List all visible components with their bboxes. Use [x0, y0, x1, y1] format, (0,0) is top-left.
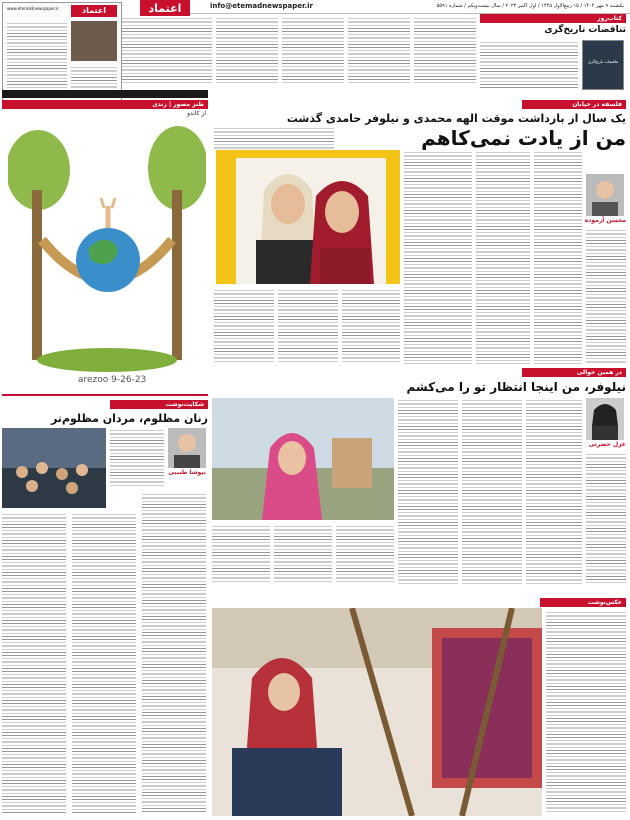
photo-essay-section: عکس‌نوشت	[540, 598, 626, 607]
bookshelf-title: تناقضات تاریخ‌گری	[544, 25, 626, 35]
main-text-col-1	[404, 150, 472, 364]
bookshelf-text	[480, 40, 578, 88]
cartoon-section: طنز مصور | زندی	[2, 100, 208, 109]
cartoon-illustration	[8, 120, 206, 390]
second-text-col-4	[586, 452, 626, 584]
third-text-col-3	[142, 492, 206, 814]
book-cover	[582, 40, 624, 90]
main-intro-text	[214, 126, 334, 150]
thumbnail-logo: اعتماد	[71, 5, 117, 17]
issue-line: یکشنبه ۹ مهر ۱۴۰۲ / ۱۵ ربیع‌الاول ۱۴۴۵ / اول اکتبر ۲۰۲۳ / سال بیست‌ویکم / شماره ۵۵۹۱	[436, 3, 624, 9]
second-author: غزل حضرتی	[588, 441, 626, 448]
intro-col-2	[282, 16, 344, 84]
intro-col-4	[414, 16, 476, 84]
thumbnail-site: www.etemadnewspaper.ir	[7, 6, 59, 11]
main-text-col-4	[586, 228, 626, 364]
intro-col-3	[348, 16, 410, 84]
third-author: نیوشا طبیبی	[168, 469, 206, 476]
logo: اعتماد	[140, 0, 190, 18]
main-section: فلسفه در خیابان	[522, 100, 626, 109]
cartoon-signature: arezoo 9-26-23	[78, 375, 147, 385]
credits-box	[122, 16, 212, 84]
second-photo	[212, 398, 394, 520]
main-lower-col-1	[214, 288, 274, 364]
photo-essay-image	[212, 608, 542, 816]
main-text-col-2	[476, 150, 530, 364]
email-text: info@etemadnewspaper.ir	[210, 2, 313, 10]
author-photo	[586, 174, 624, 216]
main-lower-col-2	[278, 288, 338, 364]
second-lower-col-3	[336, 524, 394, 584]
main-author: محسن آزموده	[584, 217, 626, 224]
thumbnail-text	[7, 21, 67, 99]
book-cover-title: تناقضات تاریخ‌گری	[587, 59, 619, 64]
third-headline: زنان مظلوم، مردان مظلوم‌تر	[50, 412, 208, 425]
second-text-col-2	[462, 398, 522, 584]
second-lower-col-1	[212, 524, 270, 584]
main-headline: من از یادت نمی‌کاهم	[421, 126, 626, 150]
third-section: شکایت‌نوشت	[110, 400, 208, 409]
masthead	[140, 0, 630, 14]
main-kicker: یک سال از بازداشت موقت الهه محمدی و نیلوفر حامدی گذشت	[286, 112, 626, 125]
third-author-photo	[168, 428, 206, 468]
cartoon-caption: از کاندو	[187, 110, 206, 117]
second-lower-col-2	[274, 524, 332, 584]
third-text-col-2	[72, 512, 136, 814]
front-page-thumbnail	[2, 2, 122, 104]
dark-strip	[2, 90, 208, 98]
hammock-globe-icon	[8, 120, 206, 390]
main-photo	[216, 150, 400, 284]
third-intro-text	[110, 428, 164, 488]
third-divider	[2, 394, 208, 396]
second-headline: نیلوفر، من اینجا انتظار تو را می‌کشم	[406, 380, 626, 394]
third-photo	[2, 428, 106, 508]
second-text-col-3	[526, 398, 582, 584]
second-text-col-1	[398, 398, 458, 584]
second-author-photo	[586, 398, 624, 440]
bookshelf-section: کتاب‌روز	[480, 14, 626, 23]
second-section: در همین حوالی	[522, 368, 626, 377]
intro-col-1	[216, 16, 278, 84]
thumbnail-photo	[71, 21, 117, 61]
main-lower-col-3	[342, 288, 400, 364]
third-text-col-1	[2, 512, 66, 814]
main-text-col-3	[534, 150, 582, 364]
photo-essay-text	[546, 610, 626, 814]
